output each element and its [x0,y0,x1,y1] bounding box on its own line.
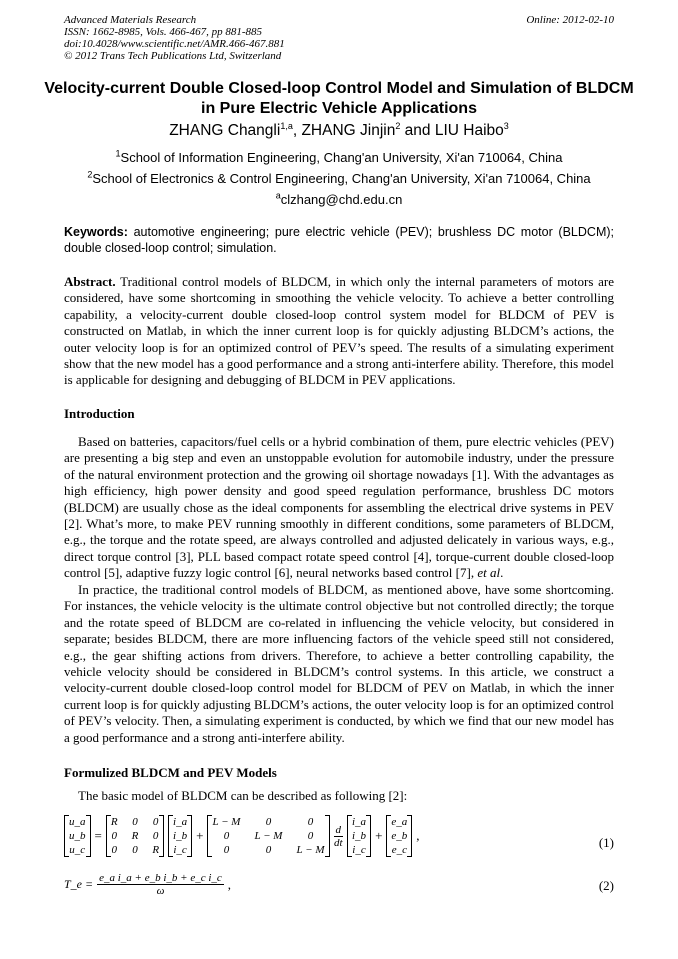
operator: + [196,828,204,843]
author: ZHANG Changli [169,122,281,139]
p-end: . [500,565,504,581]
operator: , [227,876,232,892]
aff-sup: a [275,190,281,201]
matrix-cell: 0 [223,830,230,842]
aff-text: School of Information Engineering, Chang'an University, Xi'an 710064, China [120,150,563,165]
matrix-cell: i_b [173,830,188,842]
matrix-cell: 0 [307,816,314,828]
aff-text: School of Electronics & Control Engineering, Chang'an University, Xi'an 710064, China [92,171,591,186]
operator: + [375,828,383,843]
matrix-cell: i_c [173,844,187,856]
email [0,192,678,207]
matrix-cell: i_c [352,844,366,856]
matrix-cell: 0 [132,844,138,856]
matrix-cell: L − M [254,830,283,842]
authors [0,122,678,140]
issn: ISSN: 1662-8985, Vols. 466-467, pp 881-885 [64,26,262,38]
section-heading: Introduction [64,406,135,421]
matrix [207,815,329,857]
author: ZHANG Jinjin [301,122,396,139]
equation-2 [64,872,614,897]
matrix-cell: 0 [265,844,272,856]
author-sup: 2 [395,120,401,131]
keywords [64,224,614,256]
equation-body [64,815,614,857]
aff-sup: 2 [87,169,93,180]
online-date: Online: 2012-02-10 [526,14,614,26]
abstract-text: Traditional control models of BLDCM, in which only the internal parameters of motors are considered, have some shortcoming in smoothing the vehicle velocity. To achieve a better controlling capability, a velocity-current double closed-loop control system model for BLDCM of PEV is constructed on Matlab, in which the inner current loop is for quickly adjusting BLDCM’s actions, the outer velocity loop is for an optimized control of PEV’s speed. The results of a simulating experiment show that the new model has a good performance and a strong anti-interfere ability. Therefore, this model is applicable for designing and debugging of BLDCM in PEV applications. [64,274,614,388]
sep: , [292,122,302,139]
journal-name: Advanced Materials Research [64,14,197,26]
journal-header [64,14,614,62]
eq2-lhs: T_e = [64,877,94,891]
matrix-cell: u_b [69,830,86,842]
matrix-cell: 0 [132,816,138,828]
matrix-cell: e_c [391,844,407,856]
paragraph: The basic model of BLDCM can be described as following [2]: [78,788,408,803]
matrix-cell: 0 [265,816,272,828]
matrix-cell: L − M [296,844,325,856]
matrix-cell: 0 [307,830,314,842]
et-al: et al [477,565,501,581]
p-text: Based on batteries, capacitors/fuel cells or a hybrid combination of them, pure electric vehicles (PEV) are presenting a big step and even an unstoppable evolution for automobile industry, under the pressure of the natural environment protection and the growing oil shortage nowadays [1]. With the advantages as high efficiency, high power density and good speed regulation performance, brushless DC motors (BLDCM) are usually chose as the ideal components for assembling the electrical drive systems in PEV [2]. What’s more, to make PEV running smoothly in different conditions, some parameters of BLDCM, e.g., the torque and the rotate speed, are always controlled and adjusted delicately in various ways, e.g., direct torque control [3], PLL based compact rotate speed control [4], torque-current double closed-loop control [5], adaptive fuzzy logic control [6], neural networks based control [7], [64,434,614,581]
copyright: © 2012 Trans Tech Publications Ltd, Switzerland [64,50,282,62]
aff-sup: 1 [115,148,121,159]
sep: and [400,122,435,139]
matrix-cell: i_a [173,816,188,828]
fraction [334,824,344,849]
author-sup: 1,a [280,120,293,131]
keywords-label: Keywords: [64,225,128,239]
abstract [64,274,614,389]
matrix-cell: i_b [352,830,367,842]
equation-body [64,872,614,897]
abstract-label: Abstract. [64,274,116,289]
aff-text[interactable]: clzhang@chd.edu.cn [280,192,403,207]
doi: doi:10.4028/www.scientific.net/AMR.466-467.881 [64,38,285,50]
matrix-cell: 0 [152,830,159,842]
author-sup: 3 [503,120,509,131]
matrix-cell: R [110,816,118,828]
matrix-cell: u_a [69,816,86,828]
matrix [64,815,91,857]
author: LIU Haibo [434,122,504,139]
matrix-cell: e_b [391,830,408,842]
paper-title: Velocity-current Double Closed-loop Control Model and Simulation of BLDCM in Pure Electric Vehicle Applications [44,80,634,117]
denominator: dt [333,836,343,849]
matrix-cell: L − M [212,816,241,828]
matrix-cell: 0 [111,844,117,856]
keywords-text: automotive engineering; pure electric vehicle (PEV); brushless DC motor (BLDCM); double closed-loop control; simulation. [64,225,614,255]
fraction [97,872,224,897]
paragraph [64,434,614,582]
affiliation [0,171,678,186]
matrix [106,815,164,857]
matrix-cell: 0 [223,844,230,856]
section-heading: Formulized BLDCM and PEV Models [64,765,277,780]
operator: = [94,828,102,843]
equation-number: (1) [598,835,614,850]
matrix [168,815,192,857]
affiliation [0,150,678,165]
matrix [347,815,371,857]
matrix-cell: R [152,844,160,856]
denominator: ω [156,885,165,897]
matrix-cell: u_c [69,844,86,856]
matrix-cell: e_a [391,816,408,828]
equation-number: (2) [598,878,614,893]
equation-1 [64,815,614,857]
paragraph: In practice, the traditional control models of BLDCM, as mentioned above, have some shortcoming. For instances, the vehicle velocity is the ultimate control objective but not controlled directly; the torque and the rotate speed of BLDCM are co-related in influencing the vehicle velocity, but considered in separate; besides BLDCM, there are more influencing factors of the vehicle speed still not considered, e.g., the gear shifting actions from drivers. Therefore, to achieve a better controlling capability, the vehicle velocity should be considered in BLDCM’s control systems. In this article, we construct a velocity-current double closed-loop control model for BLDCM of PEV on Matlab, in which the inner current loop is for quickly adjusting BLDCM’s actions, the outer velocity loop is for an optimized control of PEV’s velocity. Then, a simulating experiment is conducted, by which we find that our new model has a good performance and a strong anti-interfere ability. [64,582,614,745]
matrix-cell: R [131,830,139,842]
matrix [386,815,412,857]
numerator: d [335,823,341,836]
matrix-cell: i_a [352,816,367,828]
matrix-cell: 0 [111,830,117,842]
matrix-cell: 0 [152,816,159,828]
operator: , [416,828,420,843]
numerator: e_a i_a + e_b i_b + e_c i_c [99,872,222,884]
